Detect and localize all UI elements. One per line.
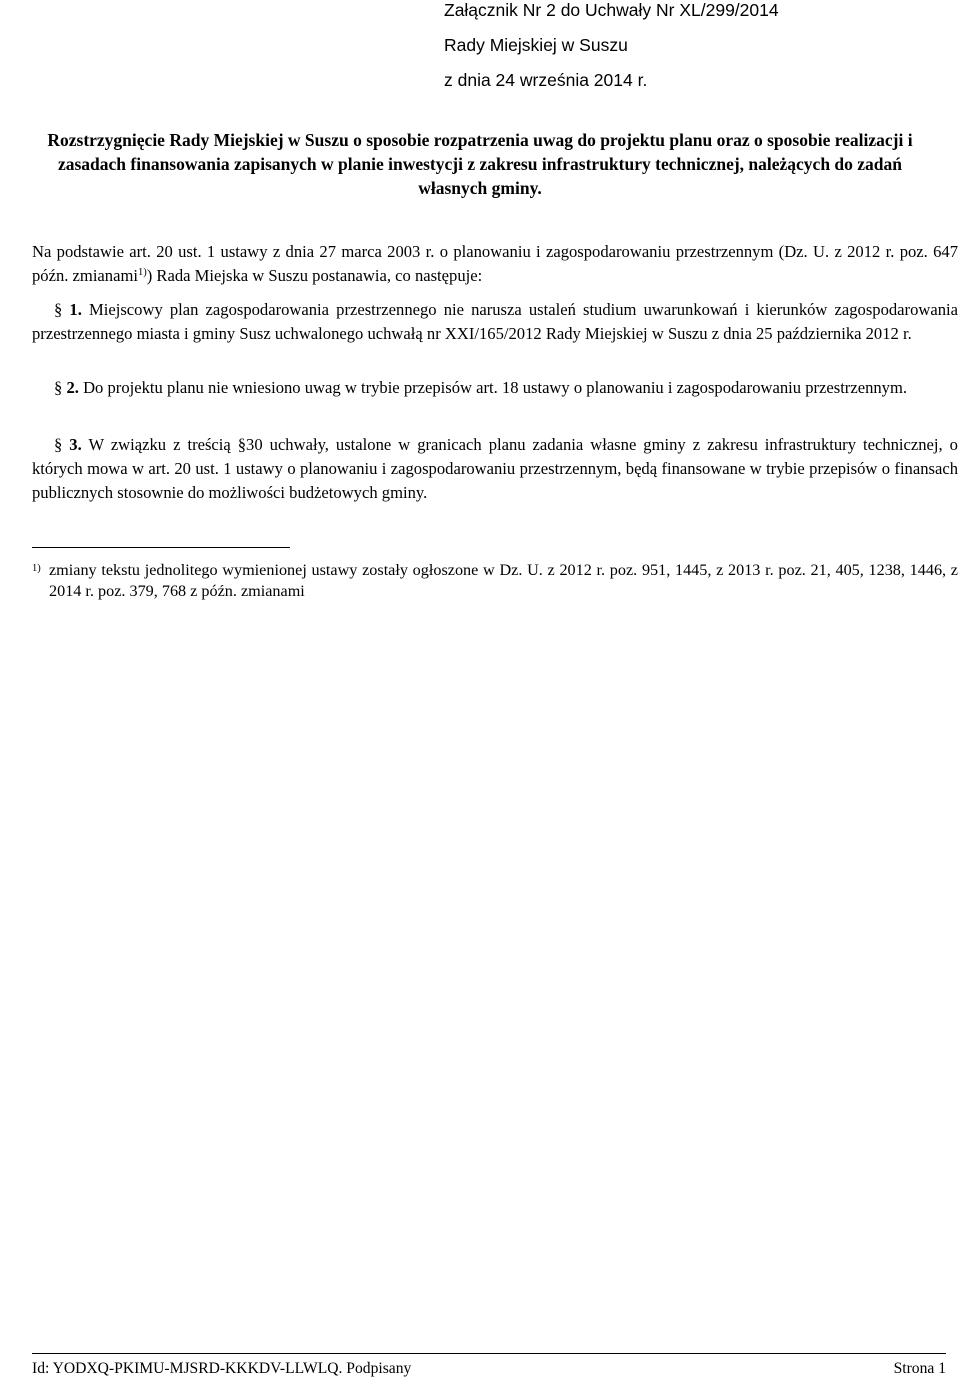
- document-id: Id: YODXQ-PKIMU-MJSRD-KKKDV-LLWLQ. Podpisany: [32, 1360, 412, 1377]
- footnote-separator: [32, 547, 290, 548]
- preamble-text-after: ) Rada Miejska w Suszu postanawia, co następuje:: [146, 266, 483, 285]
- header-line-3: z dnia 24 września 2014 r.: [444, 70, 648, 90]
- section-number: 2.: [66, 378, 79, 397]
- section-number: 3.: [69, 435, 82, 454]
- section-1: [32, 298, 958, 346]
- footnote-marker: 1): [32, 563, 41, 574]
- section-text: Do projektu planu nie wniesiono uwag w trybie przepisów art. 18 ustawy o planowaniu i zagospodarowaniu przestrzennym.: [83, 378, 908, 397]
- preamble: [32, 240, 958, 288]
- page-number: Strona 1: [893, 1360, 946, 1377]
- header-line-2: Rady Miejskiej w Suszu: [444, 35, 628, 55]
- section-text: Miejscowy plan zagospodarowania przestrzennego nie narusza ustaleń studium uwarunkowań i kierunków zagospodarowania przestrzennego miasta i gminy Susz uchwalonego uchwałą nr XXI/165/2012 Rady Miejskiej w Suszu z dnia 25 października 2012 r.: [32, 300, 958, 343]
- header-line-1: Załącznik Nr 2 do Uchwały Nr XL/299/2014: [444, 0, 779, 20]
- footnote: [32, 560, 958, 602]
- preamble-text-before: Na podstawie art. 20 ust. 1 ustawy z dnia 27 marca 2003 r. o planowaniu i zagospodarowaniu przestrzennym (Dz. U. z 2012 r. poz. 647 późn. zmianami: [32, 242, 958, 285]
- document-title: Rozstrzygnięcie Rady Miejskiej w Suszu o sposobie rozpatrzenia uwag do projektu planu oraz o sposobie realizacji i zasadach finansowania zapisanych w planie inwestycji z zakresu infrastruktury technicznej, należących do zadań własnych gminy.: [47, 130, 913, 198]
- section-text: W związku z treścią §30 uchwały, ustalone w granicach planu zadania własne gminy z zakresu infrastruktury technicznej, o których mowa w art. 20 ust. 1 ustawy o planowaniu i zagospodarowaniu przestrzennym, będą finansowane w trybie przepisów o finansach publicznych stosownie do możliwości budżetowych gminy.: [32, 435, 958, 502]
- section-symbol: §: [54, 435, 63, 454]
- footnote-text: zmiany tekstu jednolitego wymienionej ustawy zostały ogłoszone w Dz. U. z 2012 r. poz. 951, 1445, z 2013 r. poz. 21, 405, 1238, 1446, z 2014 r. poz. 379, 768 z późn. zmianami: [49, 561, 958, 600]
- section-symbol: §: [54, 378, 63, 397]
- footer-divider: [32, 1353, 946, 1354]
- section-number: 1.: [69, 300, 82, 319]
- section-3: [32, 433, 958, 505]
- section-2: [32, 376, 958, 400]
- footnote-reference: 1): [137, 267, 147, 278]
- section-symbol: §: [54, 300, 63, 319]
